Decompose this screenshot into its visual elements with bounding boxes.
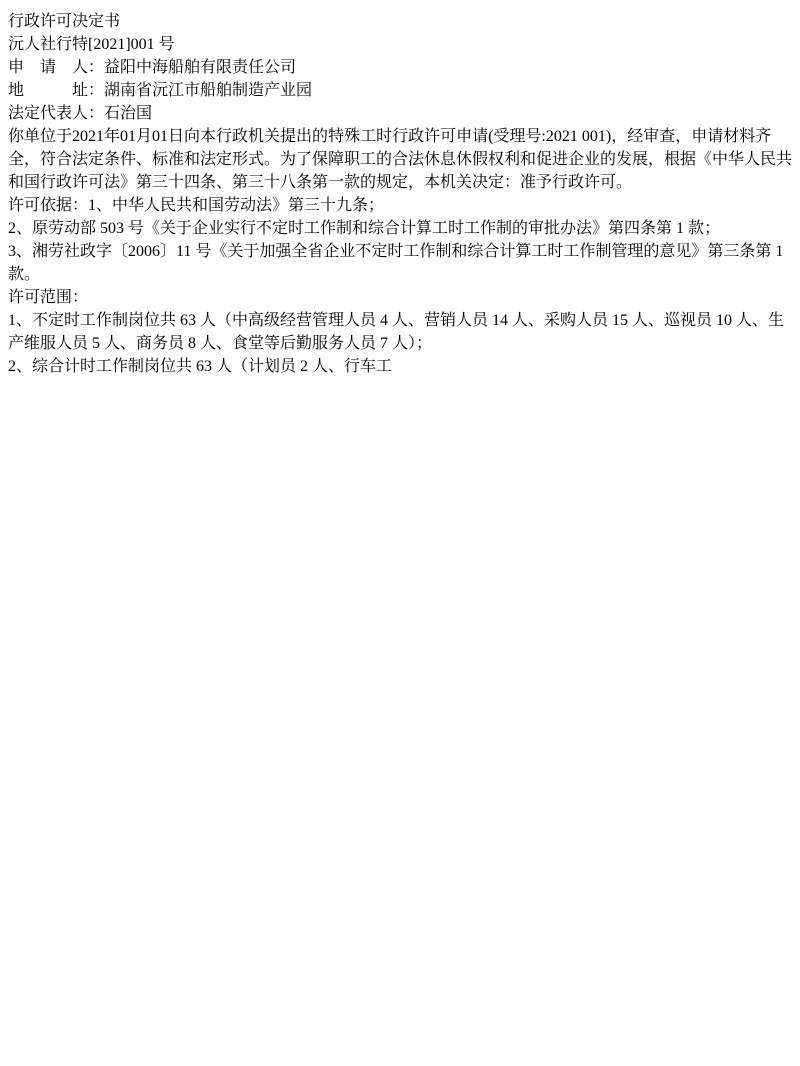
body-text: 年 [104, 128, 121, 145]
decision-paragraph [8, 123, 792, 192]
legal-rep-label: 法定代表人： [8, 105, 105, 122]
legal-rep-value: 石治国 [104, 105, 153, 122]
body-text: 月 [136, 128, 153, 145]
accept-number: 2021 001 [545, 128, 606, 145]
address-label: 地 址： [8, 82, 105, 99]
applicant-row [8, 54, 792, 77]
scope-item-2: 2、综合计时工作制岗位共 63 人（计划员 2 人、行车工 [8, 358, 393, 375]
applicant-value: 益阳中海船舶有限责任公司 [104, 59, 297, 76]
document-number: 沅人社行特[2021]001 号 [8, 36, 175, 53]
basis-item-3: 3、湘劳社政字〔2006〕11 号《关于加强全省企业不定时工作制和综合计算工时工作制管理的意见》第三条第 1 款。 [8, 243, 784, 283]
applicant-label: 申 请 人： [8, 59, 105, 76]
document-title: 行政许可决定书 [8, 13, 121, 30]
body-text: 你单位于 [8, 128, 73, 145]
legal-rep-row [8, 100, 792, 123]
body-text: 行政许可申请(受理号: [392, 128, 546, 145]
application-year: 2021 [72, 128, 105, 145]
address-value: 湖南省沅江市船舶制造产业园 [104, 82, 313, 99]
scope-item-1: 1、不定时工作制岗位共 63 人（中高级经营管理人员 4 人、营销人员 14 人、采购人员 15 人、巡视员 10 人、生产维服人员 5 人、商务员 8 人、食堂等后勤服务人员 7 人）； [8, 312, 785, 352]
application-day: 01 [152, 128, 169, 145]
basis-item-1: 许可依据：1、中华人民共和国劳动法》第三十九条； [8, 197, 385, 214]
permit-type: 特殊工时 [328, 128, 393, 145]
address-row [8, 77, 792, 100]
basis-item-2: 2、原劳动部 503 号《关于企业实行不定时工作制和综合计算工时工作制的审批办法》第四条第 1 款； [8, 220, 721, 237]
scope-heading: 许可范围： [8, 289, 89, 306]
body-text: 日向本行政机关提出的 [168, 128, 329, 145]
document-page [8, 8, 792, 376]
application-month: 01 [120, 128, 137, 145]
document-body [8, 8, 792, 376]
body-text: )，经审查，申请材料齐全，符合法定条件、标准和法定形式。为了保障职工的合法休息休假权利和促进企业的发展，根据《中华人民共和国行政许可法》第三十四条、第三十八条第一款的规定，本机关决定：准予行政许可。 [8, 128, 793, 191]
